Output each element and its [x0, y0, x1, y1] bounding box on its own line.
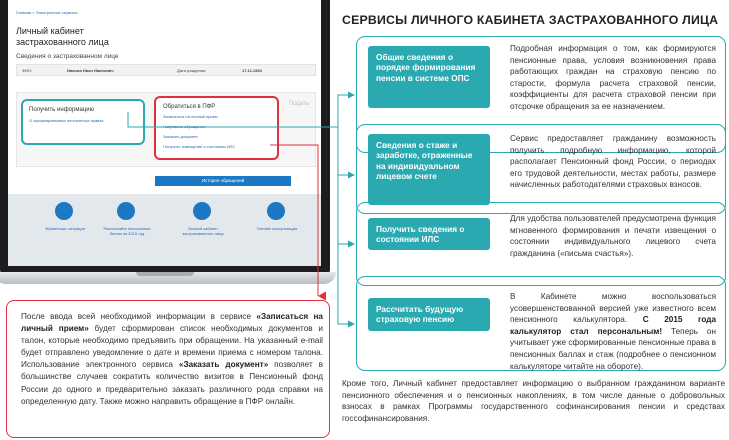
section-title: СЕРВИСЫ ЛИЧНОГО КАБИНЕТА ЗАСТРАХОВАННОГО ЛИЦА: [342, 13, 719, 27]
service-label: Получить сведения о состоянии ИЛС: [368, 218, 490, 250]
tile-label: Рассчитайте пенсионные баллы за 2015 год: [103, 226, 151, 236]
services-panel: [16, 92, 316, 167]
history-button[interactable]: [155, 176, 291, 186]
calculator-icon: [117, 202, 135, 220]
tile-online-consult[interactable]: [248, 202, 306, 242]
personal-info-bar: [16, 64, 316, 76]
desc-text: После ввода всей необходимой информации в сервисе: [21, 312, 257, 321]
fio-value: Иванов Иван Иванович: [67, 68, 114, 73]
history-button-label: История обращений: [201, 178, 245, 183]
desc-highlight: С 2015 года калькулятор стал персональным!: [510, 315, 716, 336]
contact-pfr-heading: Обратиться в ПФР: [163, 104, 216, 110]
desc-text: будет сформирован список необходимых документов и талон, которые необходимо предъявить при обращении. На указанный e-mail будет отправлено уведомление о дате и времени приема с номером талона. Использование электронного сервиса: [21, 324, 323, 370]
footer-text: Кроме того, Личный кабинет предоставляет информацию о выбранном гражданином варианте пенсионного обеспечения и о пенсионных накоплениях, в том числе данные о добровольных взносах в рамках Программы государственного софинансирования пенсии и средствах госсофинансирования.: [342, 379, 725, 423]
laptop-illustration: [0, 0, 330, 290]
document-icon: [267, 202, 285, 220]
fio-label: ФИО:: [22, 68, 33, 73]
service-description: Сервис предоставляет гражданину возможность получить подробную информацию, которой располагает Пенсионный фонд России, о периодах его трудовой деятельности, местах работы, размере начисленных работодателями страховых взносов.: [510, 134, 716, 190]
service-description: Для удобства пользователей предусмотрена функция мгновенного формирования и печати извещения о состоянии индивидуального лицевого счета гражданина («письма счастья»).: [510, 214, 716, 258]
appointment-link[interactable]: Записаться на личный прием: [163, 114, 218, 119]
tile-personal-account[interactable]: [174, 202, 232, 242]
service-card-experience-earnings: [356, 124, 726, 214]
alert-icon: [55, 202, 73, 220]
service-description: [510, 291, 716, 372]
appointment-description-box: [6, 300, 330, 438]
person-icon: [193, 202, 211, 220]
get-information-heading: Получить информацию: [29, 107, 95, 113]
contact-pfr-box: [154, 96, 279, 160]
tiles-band: [8, 194, 321, 266]
tile-calculator[interactable]: [98, 202, 156, 242]
service-label: Общие сведения о порядке формирования пенсии в системе ОПС: [368, 46, 490, 108]
service-label: Рассчитать будущую страховую пенсию: [368, 298, 490, 331]
laptop-screen: [8, 0, 321, 266]
order-document-link[interactable]: Заказать документ: [163, 134, 198, 139]
service-card-pension-calculator: [356, 276, 726, 371]
tile-life-situations[interactable]: [36, 202, 94, 242]
page-title: Личный кабинет застрахованного лица: [16, 26, 109, 47]
appointment-description: [21, 311, 323, 408]
desc-text: позволяет в большинстве случаев сократить количество визитов в Пенсионный фонд России до одного и предварительно заказать различного рода справки на определенную дату. Также можно направить обращение в ПФР онлайн.: [21, 360, 323, 406]
get-information-box: [21, 99, 145, 145]
send-request-link[interactable]: Направить обращение: [163, 124, 206, 129]
birth-date-value: 17.11.1983: [242, 68, 262, 73]
service-label: Сведения о стаже и заработке, отраженные на индивидуальном лицевом счете: [368, 134, 490, 205]
tile-label: Жизненные ситуации: [45, 226, 85, 231]
laptop-notch: [136, 272, 194, 276]
desc-text: В Кабинете можно воспользоваться усовершенствованной версией уже известного всем пенсионного калькулятора.: [510, 292, 716, 325]
desc-text: Теперь он учитывает уже сформированные пенсионные права в пенсионных баллах и стаж (подробнее о пенсионном калькуляторе читайте на обороте).: [510, 326, 716, 371]
desc-highlight: «Заказать документ»: [178, 360, 269, 370]
pension-rights-link[interactable]: О сформированных пенсионных правах: [29, 118, 104, 123]
service-description: Подробная информация о том, как формируются пенсионные права, условия возникновения права работающих граждан на страховую пенсию по старости, формула расчета страховой пенсии, коэффициенты для расчета страховой пенсии при отсрочке обращения за ее назначением.: [510, 44, 716, 111]
tile-label: Онлайн консультация: [256, 226, 298, 231]
tile-label: Личный кабинет застрахованного лица: [182, 226, 224, 236]
birth-date-label: Дата рождения:: [177, 68, 207, 73]
ils-notice-link[interactable]: Получить извещение о состоянии ИЛС: [163, 144, 236, 149]
breadcrumb[interactable]: Главная > Электронные сервисы: [16, 10, 78, 15]
submit-box-heading: Подать: [289, 101, 310, 107]
service-card-ils-status: [356, 202, 726, 286]
desc-highlight: «Записаться на личный прием»: [21, 312, 323, 334]
page-subtitle: Сведения о застрахованном лице: [16, 53, 119, 60]
